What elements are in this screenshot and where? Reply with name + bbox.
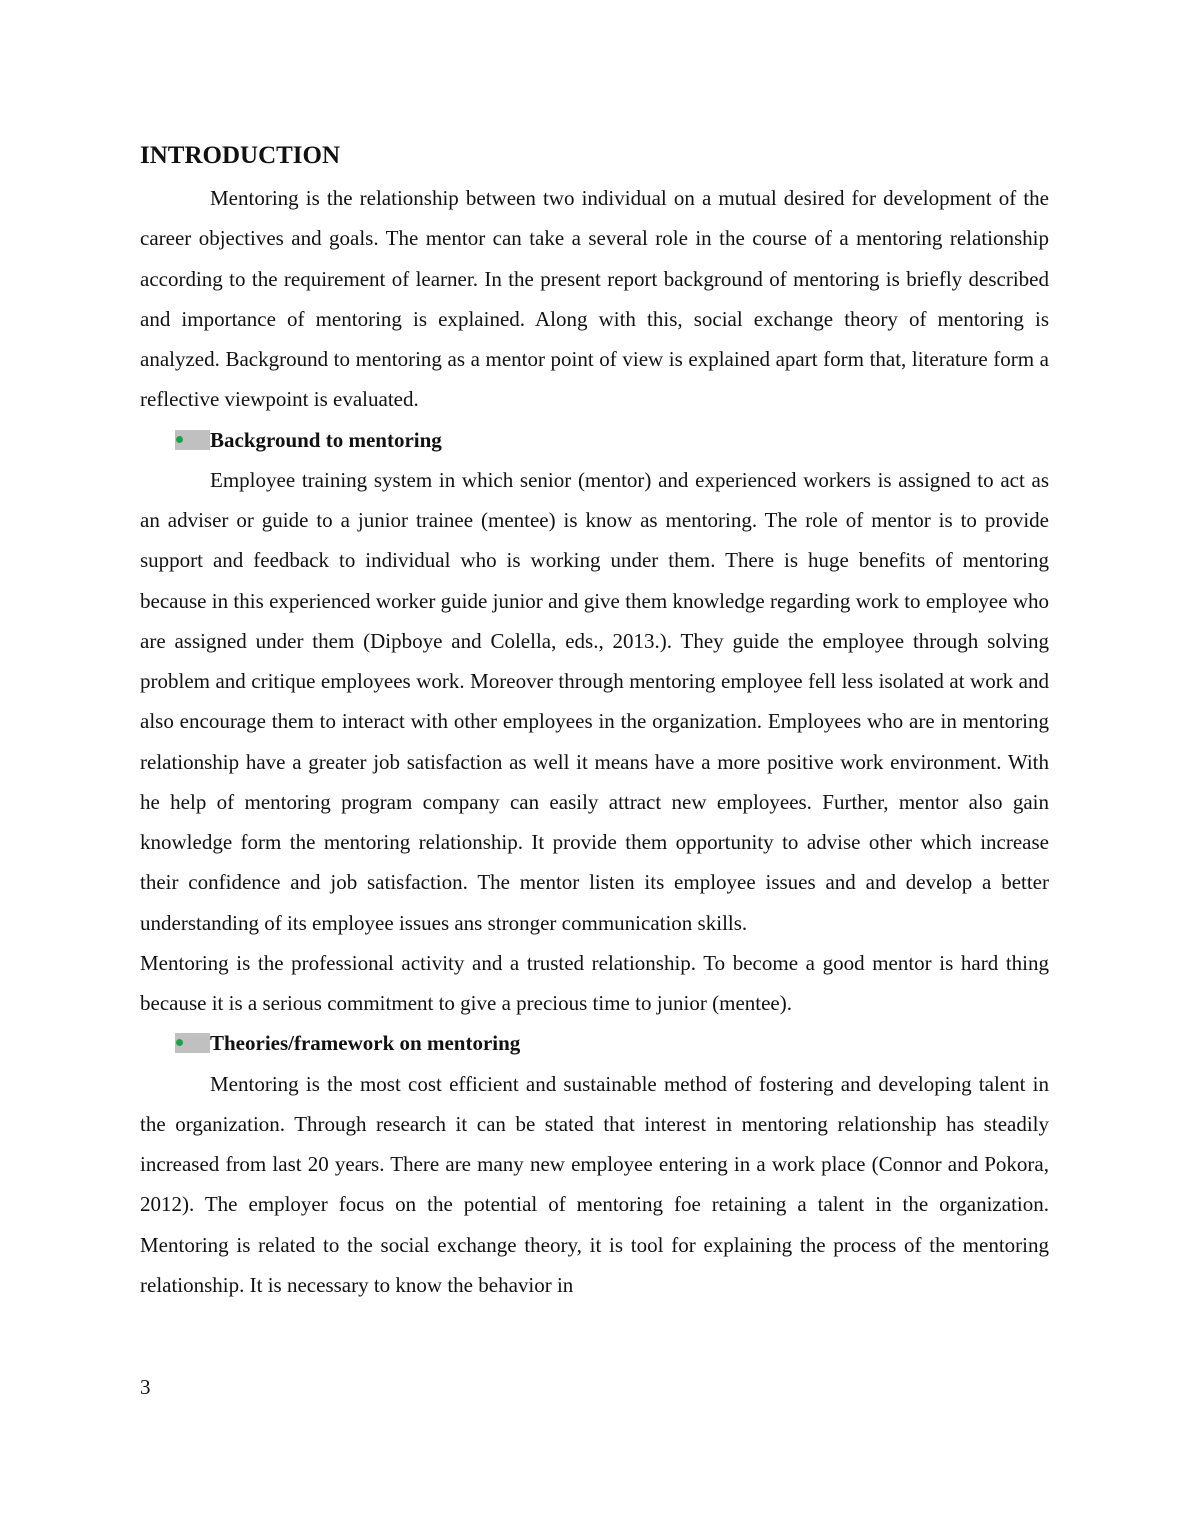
document-page — [140, 140, 1049, 1305]
section-heading-background — [140, 420, 1049, 460]
section-title: Background to mentoring — [210, 427, 442, 452]
page-title: INTRODUCTION — [140, 142, 341, 169]
background-paragraph: Employee training system in which senior (mentor) and experienced workers is assigned to act as an adviser or guide to a junior trainee (mentee) is know as mentoring. The role of mentor is to provide support and feedback to individual who is working under them. There is huge benefits of mentoring because in this experienced worker guide junior and give them knowledge regarding work to employee who are assigned under them (Dipboye and Colella, eds., 2013.). They guide the employee through solving problem and critique employees work. Moreover through mentoring employee fell less isolated at work and also encourage them to interact with other employees in the organization. Employees who are in mentoring relationship have a greater job satisfaction as well it means have a more positive work environment. With he help of mentoring program company can easily attract new employees. Further, mentor also gain knowledge form the mentoring relationship. It provide them opportunity to advise other which increase their confidence and job satisfaction. The mentor listen its employee issues and and develop a better understanding of its employee issues ans stronger communication skills. — [140, 467, 1049, 935]
bullet-highlight — [175, 1033, 210, 1053]
section-title: Theories/framework on mentoring — [210, 1031, 521, 1056]
bullet-highlight — [175, 430, 210, 450]
theories-paragraph: Mentoring is the most cost efficient and sustainable method of fostering and developing talent in the organization. Through research it can be stated that interest in mentoring relationship has steadily increased from last 20 years. There are many new employee entering in a work place (Connor and Pokora, 2012). The employer focus on the potential of mentoring foe retaining a talent in the organization. Mentoring is related to the social exchange theory, it is tool for explaining the process of the mentoring relationship. It is necessary to know the behavior in — [140, 1071, 1049, 1297]
bullet-icon — [176, 436, 183, 443]
bullet-icon — [176, 1039, 183, 1046]
page-number: 3 — [140, 1375, 151, 1399]
intro-paragraph: Mentoring is the relationship between two individual on a mutual desired for development of the career objectives and goals. The mentor can take a several role in the course of a mentoring relationship according to the requirement of learner. In the present report background of mentoring is briefly described and importance of mentoring is explained. Along with this, social exchange theory of mentoring is analyzed. Background to mentoring as a mentor point of view is explained apart form that, literature form a reflective viewpoint is evaluated. — [140, 186, 1049, 412]
background-paragraph-continued: Mentoring is the professional activity and a trusted relationship. To become a good mentor is hard thing because it is a serious commitment to give a precious time to junior (mentee). — [140, 950, 1049, 1015]
section-heading-theories — [140, 1023, 1049, 1063]
